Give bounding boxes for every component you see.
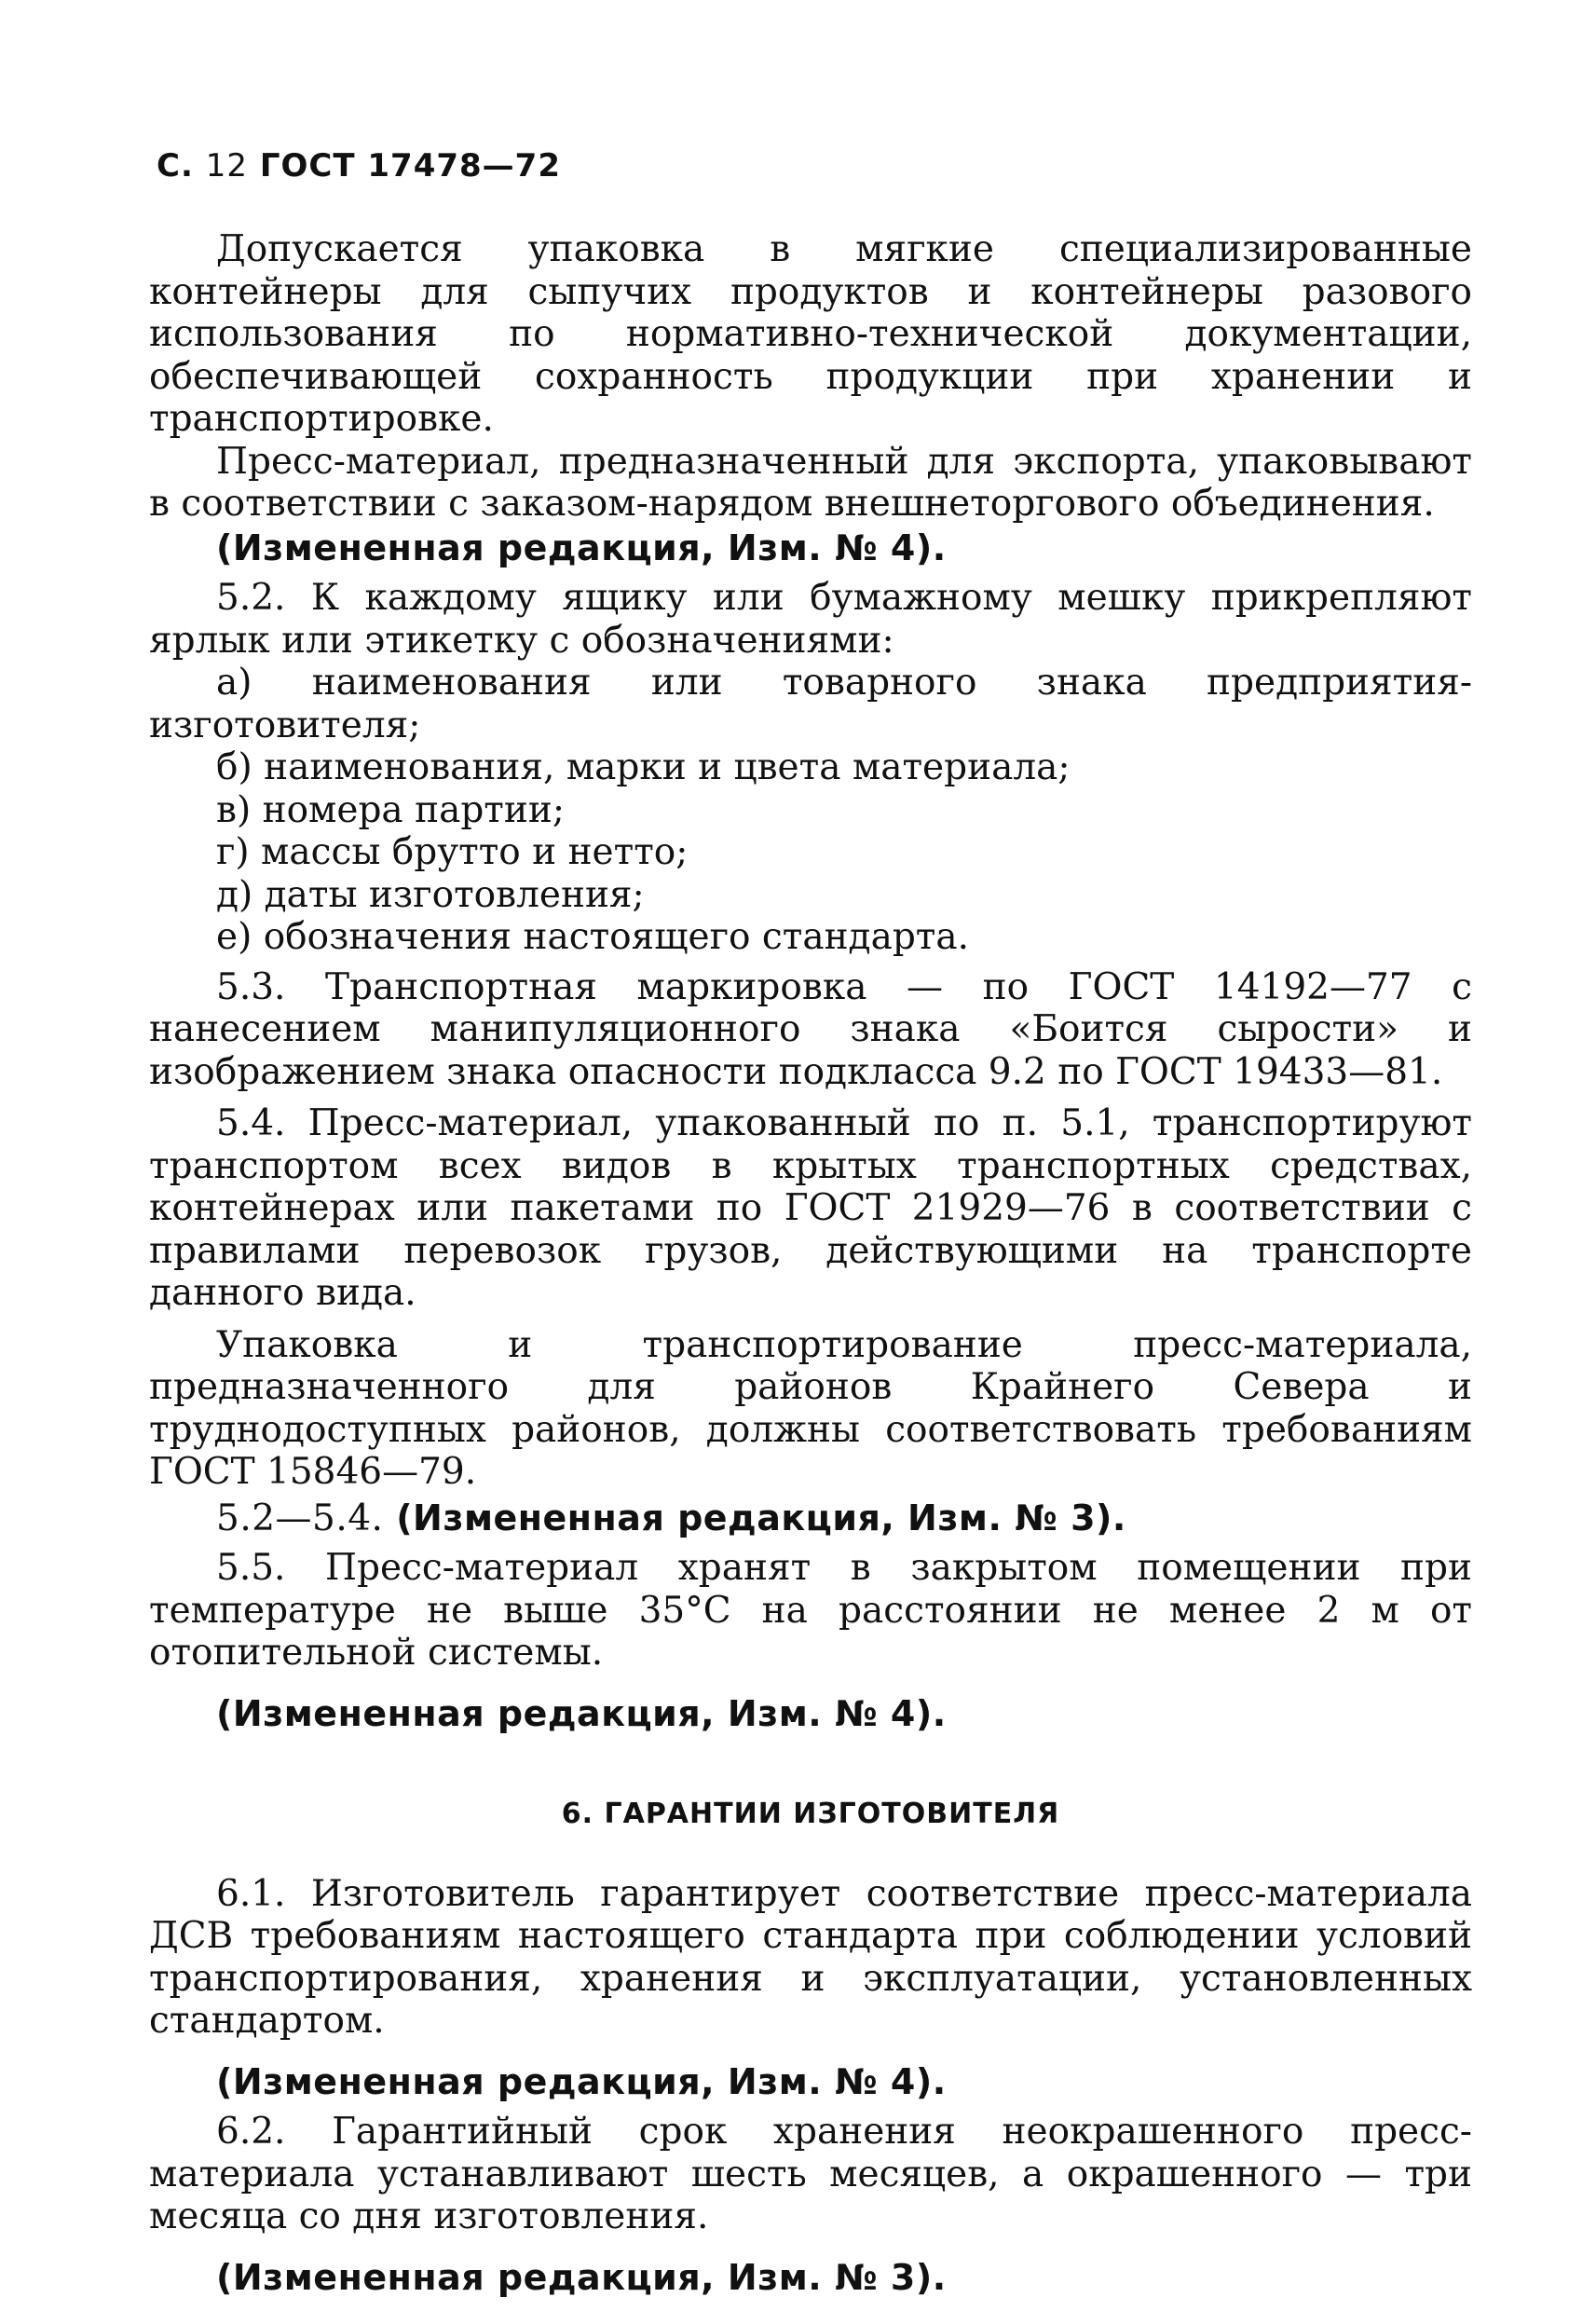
list-item: е) обозначения настоящего стандарта. <box>216 916 970 958</box>
amendment-note: (Измененная редакция, Изм. № 4). <box>216 526 947 568</box>
paragraph-far-north: Упаковка и транспортирование пресс-материала, предназначенного для районов Крайнего Севера и труднодоступных районов, должны соответствовать требованиям ГОСТ 15846—79. <box>149 1323 1472 1493</box>
header-standard: ГОСТ 17478—72 <box>259 147 561 185</box>
amendment-text: (Измененная редакция, Изм. № 3). <box>396 1497 1126 1538</box>
list-item: в) номера партии; <box>216 788 565 831</box>
clause-5-5: 5.5. Пресс-материал хранят в закрытом помещении при температуре не выше 35°С на расстоянии не менее 2 м от отопительной системы. <box>149 1547 1472 1674</box>
header-prefix: С. <box>157 147 194 185</box>
list-item: а) наименования или товарного знака предприятия-изготовителя; <box>149 662 1472 746</box>
clause-5-4: 5.4. Пресс-материал, упакованный по п. 5.1, транспортируют транспортом всех видов в крытых транспортных средствах, контейнерах или пакетами по ГОСТ 21929—76 в соответствии с правилами перевозок грузов, действующими на транспорте данного вида. <box>149 1102 1472 1314</box>
clause-6-1: 6.1. Изготовитель гарантирует соответствие пресс-материала ДСВ требованиям настоящего стандарта при соблюдении условий транспортирования, хранения и эксплуатации, установленных стандартом. <box>149 1872 1472 2042</box>
amendment-note: (Измененная редакция, Изм. № 4). <box>216 2060 947 2102</box>
paragraph-packaging-containers: Допускается упаковка в мягкие специализированные контейнеры для сыпучих продуктов и контейнеры разового использования по нормативно-технической документации, обеспечивающей сохранность продукции при хранении и транспортировке. <box>149 228 1472 440</box>
section-6-title: 6. ГАРАНТИИ ИЗГОТОВИТЕЛЯ <box>561 1798 1060 1830</box>
amendment-clause-range: 5.2—5.4. <box>216 1497 384 1539</box>
clause-5-2: 5.2. К каждому ящику или бумажному мешку прикрепляют ярлык или этикетку с обозначениями: <box>149 577 1472 662</box>
list-item: б) наименования, марки и цвета материала; <box>216 746 1071 788</box>
clause-5-3: 5.3. Транспортная маркировка — по ГОСТ 14192—77 с нанесением манипуляционного знака «Боится сырости» и изображением знака опасности подкласса 9.2 по ГОСТ 19433—81. <box>149 965 1472 1093</box>
page-header <box>157 147 561 185</box>
page-number: 12 <box>205 147 248 185</box>
amendment-note: (Измененная редакция, Изм. № 3). <box>216 2256 947 2298</box>
amendment-note: (Измененная редакция, Изм. № 4). <box>216 1692 947 1734</box>
list-item: г) массы брутто и нетто; <box>216 831 689 873</box>
clause-6-2: 6.2. Гарантийный срок хранения неокрашенного пресс-материала устанавливают шесть месяцев, а окрашенного — три месяца со дня изготовления. <box>149 2111 1472 2237</box>
document-body <box>149 228 1472 2306</box>
list-item: д) даты изготовления; <box>216 873 645 916</box>
paragraph-export-packaging: Пресс-материал, предназначенный для экспорта, упаковывают в соответствии с заказом-нарядом внешнеторгового объединения. <box>149 440 1472 525</box>
amendment-note-5-2-5-4 <box>149 1497 1472 1540</box>
